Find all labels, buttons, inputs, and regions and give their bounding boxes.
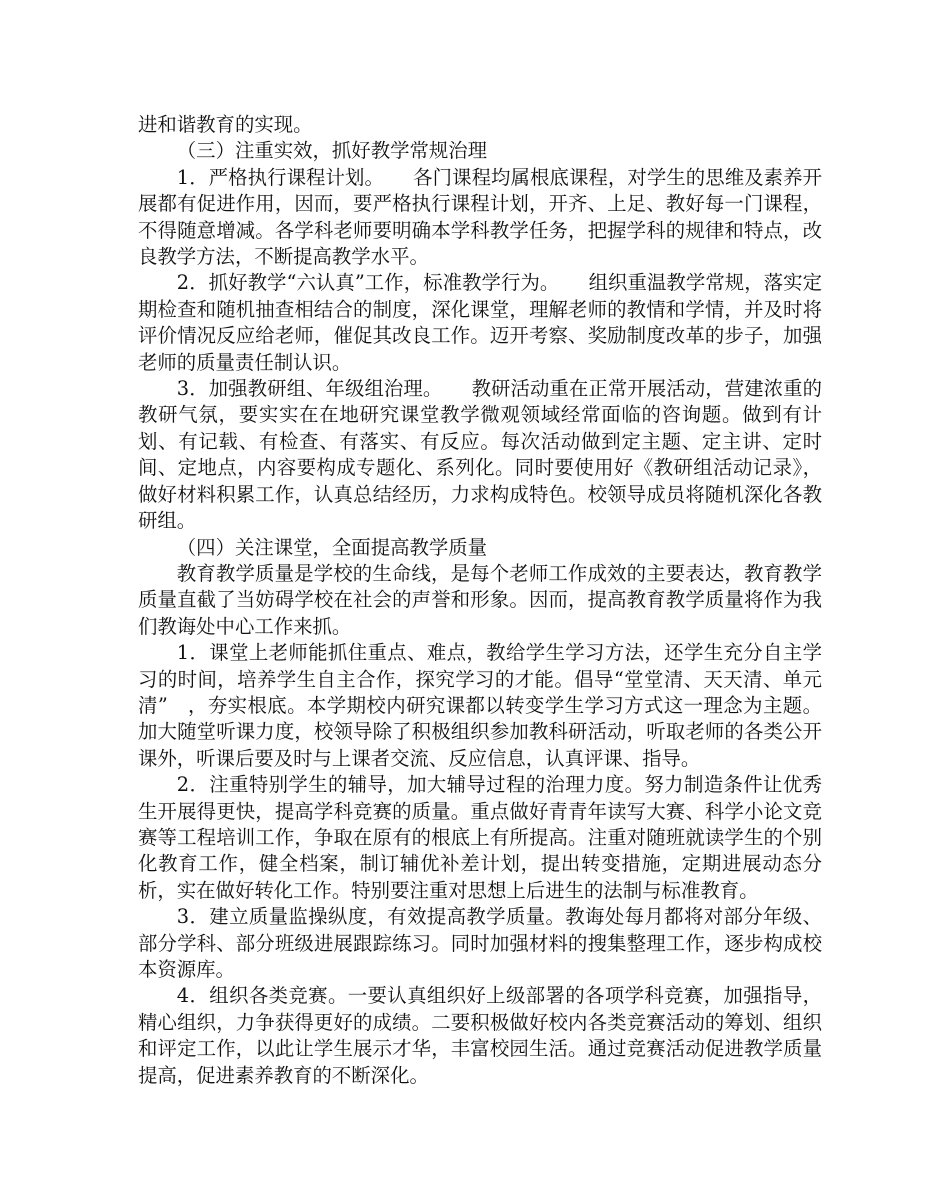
section-heading-4: （四）关注课堂，全面提高教学质量 <box>176 535 488 559</box>
paragraph-tutoring: 2．注重特别学生的辅导，加大辅导过程的治理力度。努力制造条件让优秀生开展得更快，提高学科竞赛的质量。重点做好青青年读写大赛、科学小论文竞赛等工程培训工作，争取在原有的根底上有所提高。注重对随班就读学生的个别化教育工作，健全档案，制订辅优补差计划，提出转变措施，定期进展动态分析，实在做好转化工作。特别要注重对思想上后进生的法制与标准教育。 <box>138 773 822 902</box>
paragraph-course-plan: 1．严格执行课程计划。 各门课程均属根底课程，对学生的思维及素养开展都有促进作用，因而，要严格执行课程计划，开齐、上足、教好每一门课程，不得随意增减。各学科老师要明确本学科教学任务，把握学科的规律和特点，改良教学方法，不断提高教学水平。 <box>138 165 822 269</box>
paragraph-quality-monitoring: 3．建立质量监操纵度，有效提高教学质量。教诲处每月都将对部分年级、部分学科、部分班级进展跟踪练习。同时加强材料的搜集整理工作，逐步构成校本资源库。 <box>138 905 822 981</box>
section-heading-3: （三）注重实效，抓好教学常规治理 <box>176 139 488 163</box>
paragraph-continuation: 进和谐教育的实现。 <box>138 113 313 136</box>
document-body <box>138 112 822 1089</box>
paragraph-six-earnest: 2．抓好教学“六认真”工作，标准教学行为。 组织重温教学常规，落实定期检查和随机抽查相结合的制度，深化课堂，理解老师的教情和学情，并及时将评价情况反应给老师，催促其改良工作。迈开考察、奖励制度改革的步子，加强老师的质量责任制认识。 <box>138 271 822 374</box>
paragraph-classroom: 1．课堂上老师能抓住重点、难点，教给学生学习方法，还学生充分自主学习的时间，培养学生自主合作，探究学习的才能。倡导“堂堂清、天天清、单元清” ，夯实根底。本学期校内研究课都以转变学生学习方式这一理念为主题。加大随堂听课力度，校领导除了积极组织参加教科研活动，听取老师的各类公开课外，听课后要及时与上课者交流、反应信息，认真评课、指导。 <box>138 641 822 770</box>
paragraph-research-groups: 3．加强教研组、年级组治理。 教研活动重在正常开展活动，营建浓重的教研气氛，要实实在在地研究课堂教学微观领域经常面临的咨询题。做到有计划、有记载、有检查、有落实、有反应。每次活动做到定主题、定主讲、定时间、定地点，内容要构成专题化、系列化。同时要使用好《教研组活动记录》，做好材料积累工作，认真总结经历，力求构成特色。校领导成员将随机深化各教研组。 <box>138 377 822 533</box>
paragraph-competitions: 4．组织各类竞赛。一要认真组织好上级部署的各项学科竞赛，加强指导，精心组织，力争获得更好的成绩。二要积极做好校内各类竞赛活动的筹划、组织和评定工作，以此让学生展示才华，丰富校园生活。通过竞赛活动促进教学质量提高，促进素养教育的不断深化。 <box>138 984 822 1087</box>
paragraph-quality-intro: 教育教学质量是学校的生命线，是每个老师工作成效的主要表达，教育教学质量直截了当妨碍学校在社会的声誉和形象。因而，提高教育教学质量将作为我们教诲处中心工作来抓。 <box>138 561 822 638</box>
